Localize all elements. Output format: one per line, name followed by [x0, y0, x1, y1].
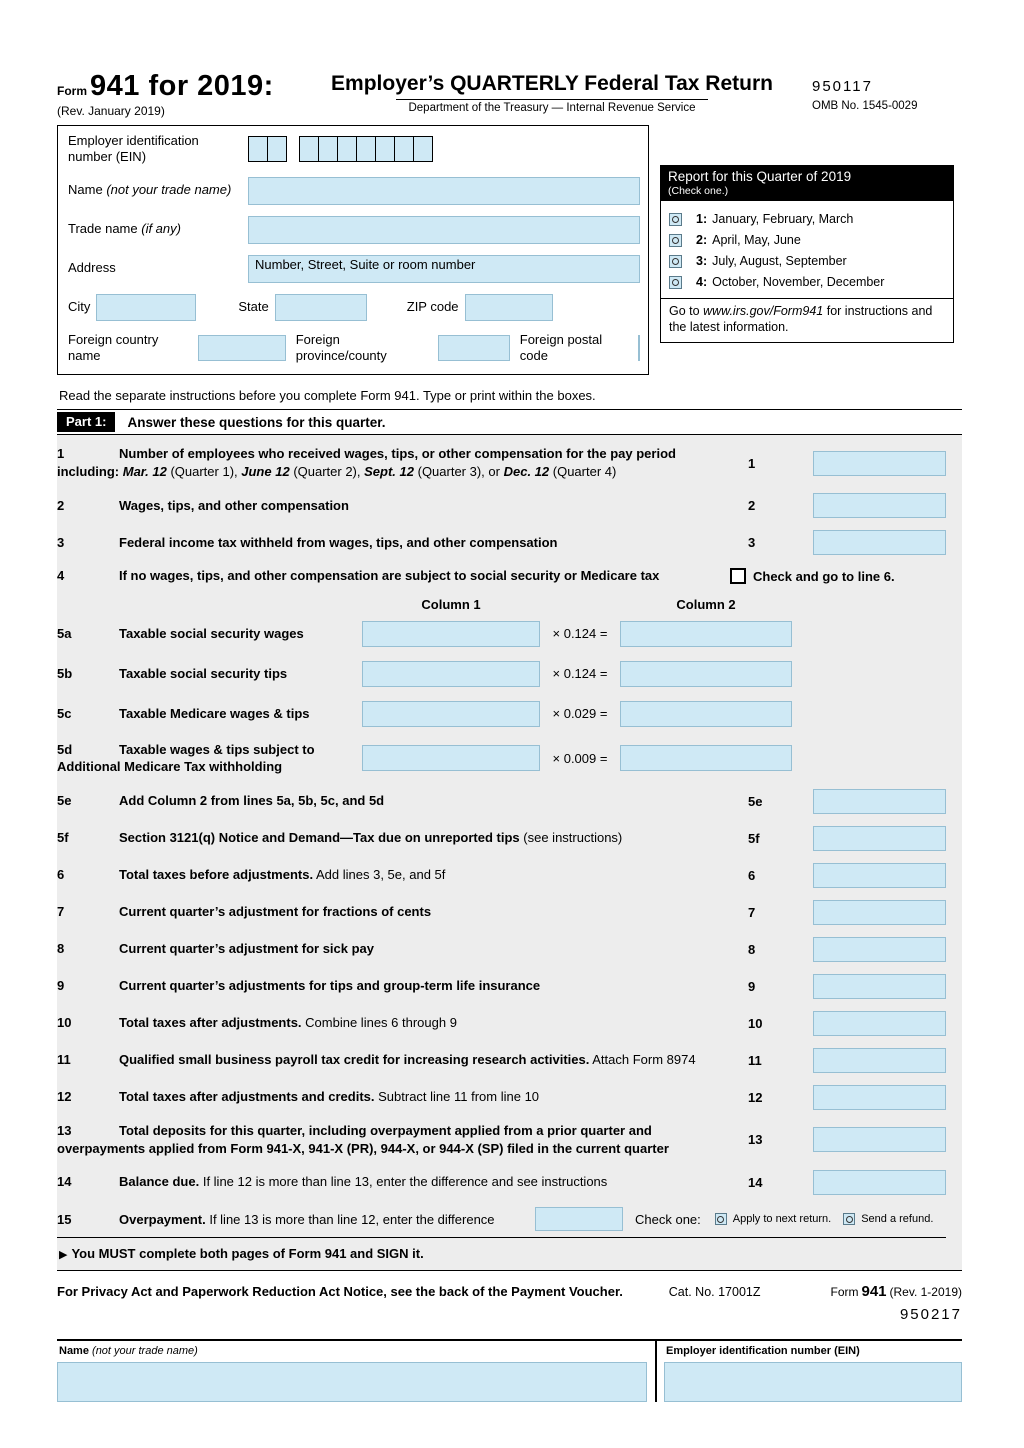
form-reference: Form 941 (Rev. 1-2019) [830, 1283, 962, 1301]
ein-input[interactable] [248, 136, 432, 162]
line-9-text: 9 Current quarter’s adjustments for tips and group-term life insurance [57, 978, 541, 994]
line-5f-number: 5f [748, 830, 760, 846]
quarter-4-checkbox[interactable] [669, 276, 682, 289]
line-1-input[interactable] [813, 451, 946, 476]
form-id-block [57, 70, 292, 118]
line-13-text: 13 Total deposits for this quarter, including overpayment applied from a prior quarter and overpayments applied from Form 941-X, 941-X (PR), 944-X, or 944-X (SP) filed in the current quarter [57, 1122, 669, 1156]
doc-code-top: 950117 [812, 78, 873, 95]
line-7-number: 7 [748, 904, 756, 920]
quarter-option-4[interactable] [669, 275, 945, 289]
quarter-2-label: April, May, June [712, 233, 801, 247]
title-block [292, 70, 812, 116]
line-6-text: 6 Total taxes before adjustments. Add lines 3, 5e, and 5f [57, 867, 446, 883]
part1-header [57, 409, 962, 435]
employer-info-box [57, 125, 649, 375]
line-1-text: 1 Number of employees who received wages, tips, or other compensation for the pay period including: Mar. 12 (Quarter 1), June 12 (Quarter 2), Sept. 12 (Quarter 3), or Dec. 12 (Quarter 4) [57, 446, 676, 480]
line-5d-col1-input[interactable] [362, 745, 540, 771]
line-6-number: 6 [748, 867, 756, 883]
read-instructions-note: Read the separate instructions before you complete Form 941. Type or print within the boxes. [59, 388, 596, 403]
line-12-input[interactable] [813, 1085, 946, 1110]
line-5c-col2-input[interactable] [620, 701, 792, 727]
quarter-box-title: Report for this Quarter of 2019 [668, 169, 852, 184]
column-2-header: Column 2 [676, 596, 736, 612]
line-9-number: 9 [748, 978, 756, 994]
line-3 [57, 524, 946, 561]
ein-cell[interactable] [299, 136, 319, 162]
checkbox-circle-icon [672, 279, 679, 286]
line-11 [57, 1042, 946, 1079]
address-input[interactable] [248, 255, 640, 283]
line-10 [57, 1005, 946, 1042]
line-3-text: 3 Federal income tax withheld from wages, tips, and other compensation [57, 534, 558, 550]
line-5f [57, 820, 946, 857]
foreign-row [68, 332, 640, 365]
foreign-postal-input[interactable] [638, 335, 640, 361]
state-input[interactable] [275, 294, 367, 321]
form-revision: (Rev. January 2019) [57, 104, 165, 118]
line-2-number: 2 [748, 498, 756, 514]
line-3-input[interactable] [813, 530, 946, 555]
line-5e-text: 5e Add Column 2 from lines 5a, 5b, 5c, and 5d [57, 793, 385, 809]
line-13-input[interactable] [813, 1127, 946, 1152]
line-5e-input[interactable] [813, 789, 946, 814]
line-2-text: 2 Wages, tips, and other compensation [57, 497, 349, 513]
quarter-4-number: 4: [696, 275, 708, 289]
form-word: Form [57, 84, 87, 98]
send-a-refund-checkbox[interactable] [843, 1213, 855, 1225]
line-5d-text: 5d Taxable wages & tips subject to Additional Medicare Tax withholding [57, 741, 315, 775]
column-headers [57, 592, 946, 614]
tearoff-ein-label: Employer identification number (EIN) [666, 1345, 860, 1358]
quarter-1-checkbox[interactable] [669, 213, 682, 226]
ein-label: Employer identification number (EIN) [68, 133, 199, 165]
line-13-number: 13 [748, 1132, 763, 1148]
checkbox-circle-icon [672, 237, 679, 244]
check-one-label: Check one: [635, 1211, 701, 1227]
line-7-input[interactable] [813, 900, 946, 925]
quarter-3-number: 3: [696, 254, 708, 268]
part1-tag: Part 1: [57, 412, 115, 432]
quarter-3-checkbox[interactable] [669, 255, 682, 268]
ein-cell[interactable] [413, 136, 433, 162]
top-area [57, 125, 962, 375]
ein-cell[interactable] [267, 136, 287, 162]
goto-instructions [661, 298, 953, 342]
page-title: Employer’s QUARTERLY Federal Tax Return [331, 72, 773, 95]
part1-title: Answer these questions for this quarter. [127, 414, 386, 430]
ein-cell[interactable] [394, 136, 414, 162]
line-5b-multiplier: × 0.124 = [552, 666, 608, 682]
quarter-1-label: January, February, March [712, 212, 854, 226]
line-4-text: 4 If no wages, tips, and other compensation are subject to social security or Medicare tax [57, 568, 660, 584]
line-5f-input[interactable] [813, 826, 946, 851]
name-input[interactable] [248, 177, 640, 205]
ein-cell[interactable] [337, 136, 357, 162]
line-5c-multiplier: × 0.029 = [552, 706, 608, 722]
address-label: Address [68, 260, 116, 276]
quarter-options [661, 201, 953, 298]
quarter-select-box [660, 165, 954, 343]
privacy-notice: For Privacy Act and Paperwork Reduction Act Notice, see the back of the Payment Voucher. [57, 1284, 623, 1300]
page-footer [57, 1283, 962, 1300]
name-row [68, 177, 640, 205]
quarter-option-3[interactable] [669, 254, 945, 268]
line-8 [57, 931, 946, 968]
line-5d [57, 734, 946, 783]
city-label: City [68, 298, 91, 314]
line-5c-col1-input[interactable] [362, 701, 540, 727]
line-15-text: 15 Overpayment. If line 13 is more than line 12, enter the difference [57, 1211, 495, 1227]
line-5c [57, 694, 946, 734]
checkbox-circle-icon [672, 258, 679, 265]
omb-block [812, 70, 962, 112]
quarter-3-label: July, August, September [712, 254, 847, 268]
line-6-input[interactable] [813, 863, 946, 888]
line-5a-multiplier: × 0.124 = [552, 626, 608, 642]
ein-cell[interactable] [318, 136, 338, 162]
line-5a-text: 5a Taxable social security wages [57, 625, 304, 641]
line-10-text: 10 Total taxes after adjustments. Combine lines 6 through 9 [57, 1015, 457, 1031]
line-2-input[interactable] [813, 493, 946, 518]
line-5b [57, 654, 946, 694]
zip-label: ZIP code [406, 298, 459, 314]
omb-number: OMB No. 1545-0029 [812, 100, 918, 112]
line-1 [57, 439, 946, 487]
line-15 [57, 1201, 946, 1237]
line-6 [57, 857, 946, 894]
line-11-number: 11 [748, 1052, 762, 1068]
checkbox-circle-icon [672, 216, 679, 223]
line-8-text: 8 Current quarter’s adjustment for sick pay [57, 941, 375, 957]
foreign-postal-label: Foreign postal code [519, 331, 603, 363]
quarter-4-label: October, November, December [712, 275, 885, 289]
line-5a-col1-input[interactable] [362, 621, 540, 647]
tearoff-name-label: Name (not your trade name) [59, 1345, 198, 1358]
must-complete-note: ▶ You MUST complete both pages of Form 941 and SIGN it. [57, 1237, 946, 1270]
ein-row [68, 133, 640, 166]
line-14-number: 14 [748, 1175, 763, 1191]
quarter-option-2[interactable] [669, 233, 945, 247]
name-label: Name (not your trade name) [68, 182, 232, 198]
address-hint: Number, Street, Suite or room number [255, 256, 476, 272]
line-5c-text: 5c Taxable Medicare wages & tips [57, 705, 310, 721]
foreign-country-label: Foreign country name [68, 331, 159, 363]
line-5a-col2-input[interactable] [620, 621, 792, 647]
goto-pre-text: Go to [669, 304, 700, 318]
line-5b-col1-input[interactable] [362, 661, 540, 687]
department-line: Department of the Treasury — Internal Revenue Service [396, 99, 707, 114]
line-4-checkbox[interactable] [730, 568, 746, 584]
line-5a [57, 614, 946, 654]
line-2 [57, 487, 946, 524]
address-row [68, 255, 640, 283]
trade-name-row [68, 216, 640, 244]
quarter-option-1[interactable] [669, 212, 945, 226]
quarter-2-number: 2: [696, 233, 708, 247]
trade-name-label: Trade name (if any) [68, 221, 181, 237]
send-a-refund-label: Send a refund. [861, 1213, 934, 1226]
line-7-text: 7 Current quarter’s adjustment for fractions of cents [57, 904, 432, 920]
line-14 [57, 1164, 946, 1201]
ein-cell[interactable] [375, 136, 395, 162]
apply-to-next-return-checkbox[interactable] [715, 1213, 727, 1225]
trade-name-input[interactable] [248, 216, 640, 244]
line-9 [57, 968, 946, 1005]
line-5d-col2-input[interactable] [620, 745, 792, 771]
line-4-checkbox-label: Check and go to line 6. [753, 568, 895, 584]
line-5b-text: 5b Taxable social security tips [57, 665, 288, 681]
check-one-note: (Check one.) [668, 185, 729, 197]
tearoff-name-cell [57, 1341, 657, 1402]
goto-post-text: for instructions and the latest information. [669, 304, 933, 335]
line-13 [57, 1116, 946, 1164]
line-3-number: 3 [748, 535, 756, 551]
apply-to-next-return-label: Apply to next return. [732, 1213, 832, 1226]
doc-code-bottom: 950217 [899, 1306, 962, 1324]
line-14-input[interactable] [813, 1170, 946, 1195]
line-15-input[interactable] [535, 1207, 623, 1231]
tearoff-name-input[interactable] [57, 1362, 647, 1402]
line-10-number: 10 [748, 1015, 763, 1031]
city-state-zip-row [68, 294, 640, 321]
ein-cell[interactable] [248, 136, 268, 162]
line-10-input[interactable] [813, 1011, 946, 1036]
line-7 [57, 894, 946, 931]
form-title: 941 for 2019: [90, 70, 274, 102]
line-12 [57, 1079, 946, 1116]
catalog-number: Cat. No. 17001Z [668, 1285, 761, 1300]
line-5d-multiplier: × 0.009 = [552, 750, 608, 766]
line-1-number: 1 [748, 455, 756, 471]
checkbox-circle-icon [717, 1216, 724, 1223]
line-11-text: 11 Qualified small business payroll tax credit for increasing research activities. Attach Form 8974 [57, 1052, 696, 1068]
column-1-header: Column 1 [421, 596, 481, 612]
line-14-text: 14 Balance due. If line 12 is more than line 13, enter the difference and see instructions [57, 1174, 608, 1190]
line-5b-col2-input[interactable] [620, 661, 792, 687]
line-8-input[interactable] [813, 937, 946, 962]
line-9-input[interactable] [813, 974, 946, 999]
arrow-icon: ▶ [59, 1249, 68, 1262]
ein-cell[interactable] [356, 136, 376, 162]
line-5f-text: 5f Section 3121(q) Notice and Demand—Tax due on unreported tips (see instructions) [57, 830, 623, 846]
irs-website-link[interactable]: www.irs.gov/Form941 [703, 304, 824, 318]
foreign-country-input[interactable] [198, 335, 285, 361]
tearoff-ein-input[interactable] [664, 1362, 962, 1402]
line-12-number: 12 [748, 1089, 763, 1105]
quarter-2-checkbox[interactable] [669, 234, 682, 247]
line-5e-number: 5e [748, 793, 763, 809]
state-label: State [238, 298, 269, 314]
foreign-province-input[interactable] [438, 335, 509, 361]
line-4 [57, 561, 946, 591]
line-8-number: 8 [748, 941, 756, 957]
city-input[interactable] [96, 294, 196, 321]
foreign-province-label: Foreign province/county [295, 331, 387, 363]
line-12-text: 12 Total taxes after adjustments and credits. Subtract line 11 from line 10 [57, 1089, 540, 1105]
line-11-input[interactable] [813, 1048, 946, 1073]
quarter-box-header [661, 166, 953, 201]
checkbox-circle-icon [846, 1216, 853, 1223]
tearoff-ein-cell [657, 1341, 962, 1402]
quarter-1-number: 1: [696, 212, 708, 226]
tearoff-strip [57, 1339, 962, 1402]
part1-body [57, 435, 962, 1271]
line-5e [57, 783, 946, 820]
zip-input[interactable] [465, 294, 553, 321]
header [57, 70, 962, 118]
